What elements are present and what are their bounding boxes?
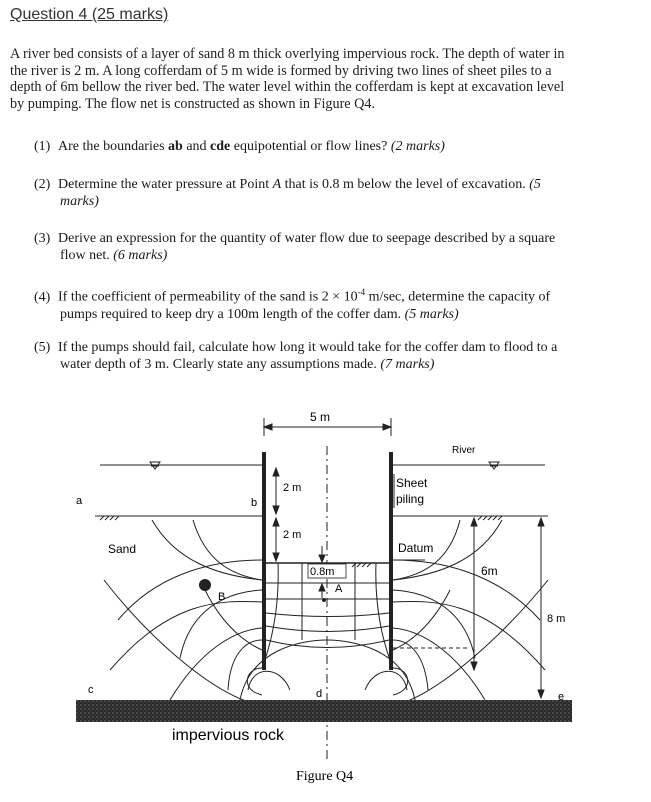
sheet-pile-left: [262, 452, 266, 670]
piling-label: piling: [396, 492, 425, 506]
question-2-point-a: A: [272, 177, 282, 192]
intro-line-2: the river is 2 m. A long cofferdam of 5 m wide is formed by driving two lines of sheet piles to a: [10, 62, 552, 79]
label-a: a: [76, 495, 83, 507]
label-B: B: [218, 591, 226, 603]
intro-line-3: depth of 6m bellow the river bed. The water level within the cofferdam is kept at excavation level: [10, 79, 565, 96]
dim-8m-label: 8 m: [547, 613, 566, 625]
question-3-text-b: flow net.: [60, 248, 114, 263]
label-d: d: [316, 688, 323, 700]
question-1-number: (1): [34, 139, 51, 154]
question-3-marks: (6 marks): [113, 248, 168, 263]
question-3-number: (3): [34, 231, 51, 246]
sheet-pile-right: [389, 452, 393, 670]
question-title: Question 4 (25 marks): [10, 6, 169, 23]
dim-5m-label: 5 m: [310, 410, 331, 424]
dimension-2m-top: [273, 468, 279, 514]
question-4-text-a2: m/sec, determine the capacity of: [365, 289, 551, 305]
question-2-number: (2): [34, 177, 51, 192]
question-5-marks: (7 marks): [380, 357, 435, 372]
question-2-marks-part1: (5: [529, 177, 541, 192]
rock-label: impervious rock: [172, 727, 285, 744]
question-5-text-b: water depth of 3 m. Clearly state any assumptions made.: [60, 357, 381, 372]
point-b-marker: [199, 579, 211, 591]
question-1-text-a: Are the boundaries: [58, 139, 169, 154]
question-1-cde: cde: [210, 139, 231, 154]
label-c: c: [88, 684, 94, 696]
water-levels: [100, 462, 545, 469]
impervious-rock-layer: [76, 700, 572, 722]
intro-line-4: by pumping. The flow net is constructed as shown in Figure Q4.: [10, 95, 376, 112]
question-4-number: (4): [34, 289, 51, 305]
dimension-8m: [538, 518, 544, 698]
point-a-marker: [322, 598, 326, 602]
question-1-ab: ab: [168, 139, 183, 154]
river-label: River: [452, 445, 476, 456]
question-5-number: (5): [34, 340, 51, 355]
dim-2m-mid-label: 2 m: [283, 529, 302, 541]
label-b: b: [251, 497, 258, 509]
dimension-2m-mid: [273, 518, 279, 561]
dim-6m-label: 6m: [481, 564, 498, 578]
question-4-marks: (5 marks): [404, 306, 459, 322]
dim-08m-label: 0.8m: [310, 566, 335, 578]
question-2-text-a: Determine the water pressure at Point: [58, 177, 273, 192]
label-A: A: [335, 583, 343, 595]
dim-2m-top-label: 2 m: [283, 482, 302, 494]
label-e: e: [558, 691, 565, 703]
datum-label: Datum: [398, 541, 434, 555]
question-4-exponent: -4: [357, 287, 366, 297]
question-1-marks: (2 marks): [390, 139, 445, 154]
question-3-text-a: Derive an expression for the quantity of water flow due to seepage described by a square: [58, 231, 556, 246]
figure-caption: Figure Q4: [296, 769, 354, 784]
sand-label: Sand: [108, 542, 137, 556]
question-5-text-a: If the pumps should fail, calculate how long it would take for the coffer dam to flood to a: [58, 340, 558, 355]
river-bed: [95, 516, 548, 520]
excavation-grid: [262, 563, 393, 668]
sheet-label: Sheet: [396, 476, 428, 490]
question-1-text-c: and: [182, 139, 211, 154]
intro-line-1: A river bed consists of a layer of sand 8 m thick overlying impervious rock. The depth of water in: [10, 46, 565, 62]
question-2-text-b: that is 0.8 m below the level of excavation.: [281, 177, 530, 192]
question-4-text-b: pumps required to keep dry a 100m length of the coffer dam.: [60, 306, 405, 322]
question-1-text-d: equipotential or flow lines?: [230, 139, 391, 154]
question-2-marks-part2: marks): [60, 194, 99, 209]
question-4-text-a: If the coefficient of permeability of the sand is 2 × 10: [58, 289, 358, 305]
